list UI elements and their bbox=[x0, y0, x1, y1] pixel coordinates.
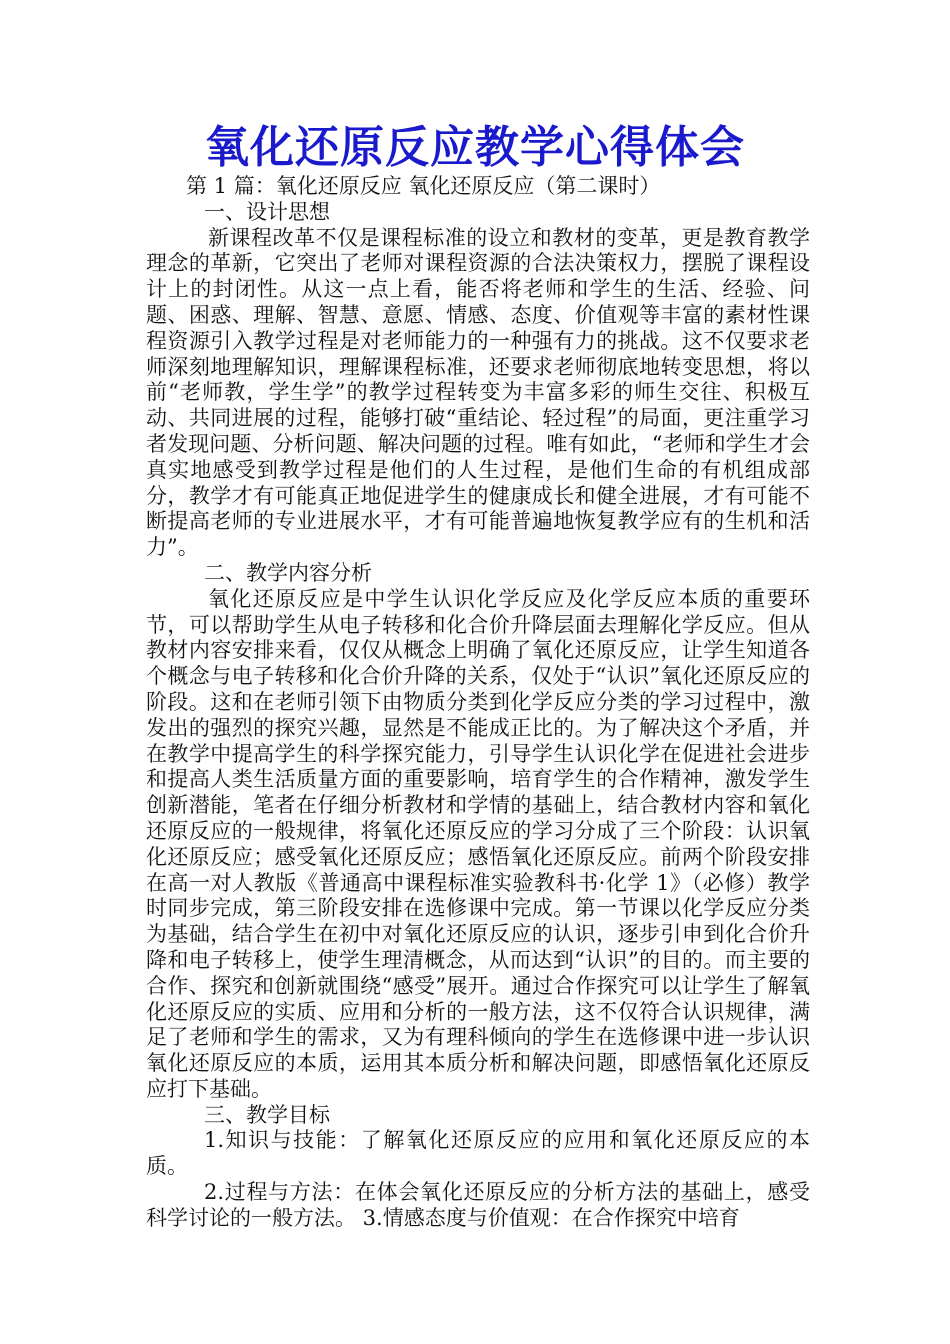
objective-item-process: 2.过程与方法：在体会氧化还原反应的分析方法的基础上，感受科学讨论的一般方法。 3.情感态度与价值观：在合作探究中培育 bbox=[146, 1180, 810, 1230]
section-paragraph-content-analysis: 氧化还原反应是中学生认识化学反应及化学反应本质的重要环节，可以帮助学生从电子转移和化合价升降层面去理解化学反应。但从教材内容安排来看，仅仅从概念上明确了氧化还原反应，让学生知道各个概念与电子转移和化合价升降的关系，仅处于“认识”氧化还原反应的阶段。这和在老师引领下由物质分类到化学反应分类的学习过程中，激发出的强烈的探究兴趣，显然是不能成正比的。为了解决这个矛盾，并在教学中提高学生的科学探究能力，引导学生认识化学在促进社会进步和提高人类生活质量方面的重要影响，培育学生的合作精神，激发学生创新潜能，笔者在仔细分析教材和学情的基础上，结合教材内容和氧化还原反应的一般规律，将氧化还原反应的学习分成了三个阶段：认识氧化还原反应；感受氧化还原反应；感悟氧化还原反应。前两个阶段安排在高一对人教版《普通高中课程标准实验教科书·化学 1》（必修）教学时同步完成，第三阶段安排在选修课中完成。第一节课以化学反应分类为基础，结合学生在初中对氧化还原反应的认识，逐步引申到化合价升降和电子转移上，使学生理清概念，从而达到“认识”的目的。而主要的合作、探究和创新就围绕“感受”展开。通过合作探究可以让学生了解氧化还原反应的实质、应用和分析的一般方法，这不仅符合认识规律，满足了老师和学生的需求，又为有理科倾向的学生在选修课中进一步认识氧化还原反应的本质，运用其本质分析和解决问题，即感悟氧化还原反应打下基础。 bbox=[146, 586, 810, 1101]
document-body bbox=[146, 174, 810, 1232]
section-heading-content-analysis: 二、教学内容分析 bbox=[204, 560, 372, 585]
objective-item-knowledge: 1.知识与技能：了解氧化还原反应的应用和氧化还原反应的本质。 bbox=[146, 1128, 810, 1179]
document-title: 氧化还原反应教学心得体会 bbox=[205, 122, 745, 173]
document-subtitle: 第 1 篇：氧化还原反应 氧化还原反应（第二课时） bbox=[186, 174, 661, 198]
section-paragraph-design: 新课程改革不仅是课程标准的设立和教材的变革，更是教育教学理念的革新，它突出了老师对课程资源的合法决策权力，摆脱了课程设计上的封闭性。从这一点上看，能否将老师和学生的生活、经验、问题、困惑、理解、智慧、意愿、情感、态度、价值观等丰富的素材性课程资源引入教学过程是对老师能力的一种强有力的挑战。这不仅要求老师深刻地理解知识，理解课程标准，还要求老师彻底地转变思想，将以前“老师教，学生学”的教学过程转变为丰富多彩的师生交往、积极互动、共同进展的过程，能够打破“重结论、轻过程”的局面，更注重学习者发现问题、分析问题、解决问题的过程。唯有如此，“老师和学生才会真实地感受到教学过程是他们的人生过程，是他们生命的有机组成部分，教学才有可能真正地促进学生的健康成长和健全进展，才有可能不断提高老师的专业进展水平，才有可能普遍地恢复教学应有的生机和活力”。 bbox=[146, 225, 810, 560]
section-heading-objectives: 三、教学目标 bbox=[204, 1102, 330, 1127]
section-heading-design: 一、设计思想 bbox=[204, 199, 330, 224]
